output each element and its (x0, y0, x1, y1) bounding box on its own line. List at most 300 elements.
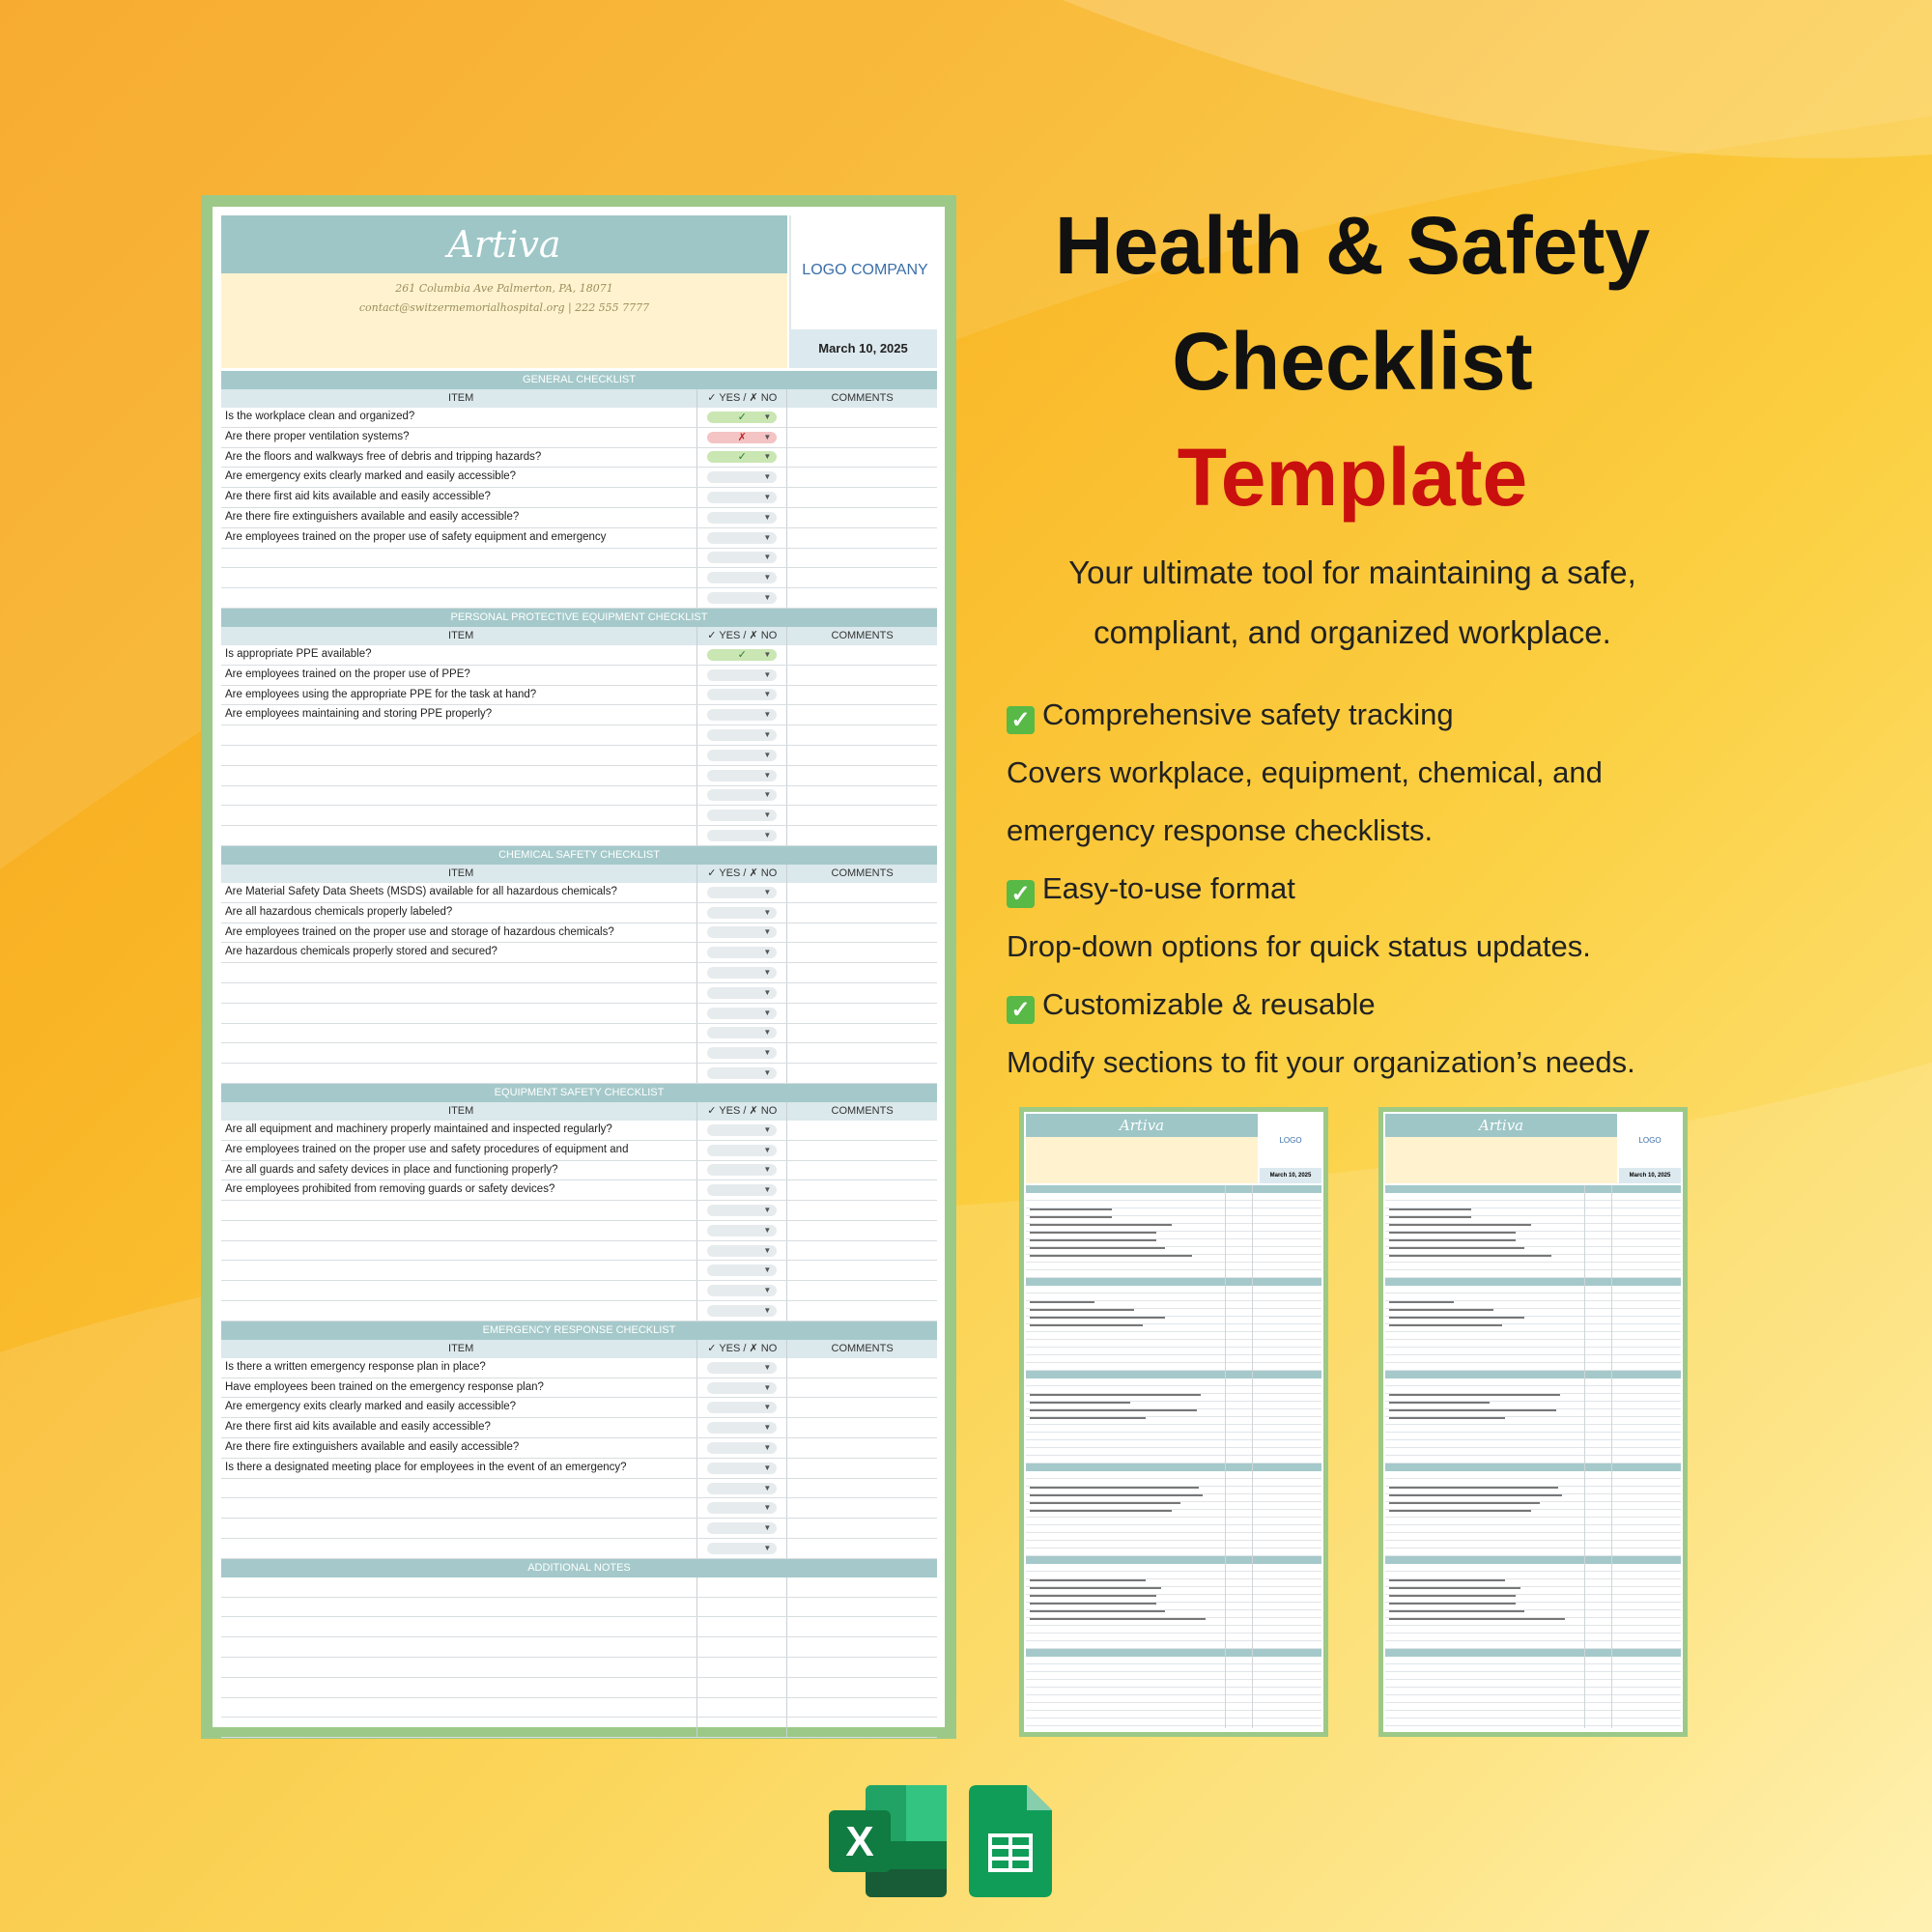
yes-no-column-header: ✓ YES / ✗ NO (697, 865, 787, 883)
comment-cell[interactable] (787, 568, 937, 587)
dropdown-arrow-icon: ▼ (763, 553, 772, 562)
status-dropdown[interactable] (707, 1245, 777, 1257)
status-cell (697, 1301, 787, 1321)
comment-cell[interactable] (787, 1418, 937, 1437)
checklist-row (221, 903, 937, 923)
thumbnail-item-line (1030, 1587, 1223, 1595)
thumbnail-brand-box (1026, 1114, 1258, 1183)
checklist-sections (221, 371, 937, 1738)
comment-cell[interactable] (787, 1378, 937, 1398)
thumbnail-item-line (1030, 1487, 1223, 1494)
status-cell (697, 645, 787, 665)
comment-cell[interactable] (787, 1438, 937, 1458)
status-cell (697, 1459, 787, 1478)
thumbnail-item-line (1389, 1386, 1582, 1394)
comment-cell[interactable] (787, 528, 937, 548)
column-header (221, 1102, 937, 1121)
status-dropdown[interactable] (707, 492, 777, 503)
dropdown-arrow-icon: ▼ (763, 690, 772, 699)
thumbnail-item-line (1030, 1247, 1223, 1255)
dropdown-arrow-icon: ▼ (763, 649, 772, 659)
status-dropdown[interactable] (707, 810, 777, 821)
notes-cell (221, 1577, 697, 1597)
feature-1-desc: Covers workplace, equipment, chemical, and (1007, 755, 1603, 789)
thumbnail-item-line (1030, 1572, 1223, 1579)
status-dropdown[interactable] (707, 1543, 777, 1554)
dropdown-arrow-icon: ▼ (763, 1068, 772, 1077)
subtitle: Your ultimate tool for maintaining a safe, compliant, and organized workplace. (1068, 554, 1636, 650)
item-cell: Are employees using the appropriate PPE for the task at hand? (221, 686, 697, 705)
thumbnail-section-bar (1385, 1556, 1681, 1564)
checklist-row (221, 666, 937, 686)
status-cell (697, 883, 787, 902)
status-cell (697, 588, 787, 608)
thumbnail-item-line (1030, 1293, 1223, 1301)
status-dropdown[interactable] (707, 512, 777, 524)
status-dropdown[interactable] (707, 1382, 777, 1394)
comment-cell[interactable] (787, 806, 937, 825)
comment-cell[interactable] (787, 1180, 937, 1200)
notes-row[interactable] (221, 1617, 937, 1637)
thumbnail-section-bar (1385, 1278, 1681, 1286)
check-icon: ✓ (1007, 996, 1035, 1024)
dropdown-arrow-icon: ▼ (763, 493, 772, 502)
status-cell (697, 1241, 787, 1261)
comment-cell[interactable] (787, 645, 937, 665)
comment-cell[interactable] (787, 1459, 937, 1478)
dropdown-arrow-icon: ▼ (763, 452, 772, 462)
comment-cell[interactable] (787, 1161, 937, 1180)
comment-cell[interactable] (787, 1121, 937, 1140)
comment-cell[interactable] (787, 1024, 937, 1043)
dropdown-arrow-icon: ▼ (763, 1362, 772, 1372)
thumbnail-item-line (1030, 1402, 1223, 1409)
title-line-3: Template (1177, 432, 1528, 523)
section-title: PERSONAL PROTECTIVE EQUIPMENT CHECKLIST (221, 609, 937, 627)
notes-row[interactable] (221, 1698, 937, 1719)
comment-cell[interactable] (787, 1241, 937, 1261)
checklist-row (221, 1261, 937, 1281)
dropdown-arrow-icon: ▼ (763, 1265, 772, 1275)
comment-cell[interactable] (787, 448, 937, 468)
contact-line: contact@switzermemorialhospital.org | 222 555 7777 (358, 301, 650, 314)
checklist-row (221, 1201, 937, 1221)
dropdown-arrow-icon: ▼ (763, 1245, 772, 1255)
comment-cell[interactable] (787, 1498, 937, 1518)
status-dropdown[interactable] (707, 1008, 777, 1019)
thumbnail-item-lines (1389, 1386, 1582, 1417)
notes-row[interactable] (221, 1577, 937, 1598)
status-dropdown[interactable] (707, 532, 777, 544)
thumbnail-item-line (1389, 1293, 1582, 1301)
status-dropdown[interactable] (707, 830, 777, 841)
item-cell (221, 1479, 697, 1498)
brand-box (221, 215, 787, 368)
checklist-row (221, 705, 937, 725)
brand-address (221, 279, 787, 318)
thumbnail-item-lines (1030, 1479, 1223, 1510)
comment-cell[interactable] (787, 1479, 937, 1498)
thumbnail-item-lines (1389, 1201, 1582, 1255)
checklist-row (221, 806, 937, 826)
dropdown-arrow-icon: ▼ (763, 987, 772, 997)
dropdown-arrow-icon: ▼ (763, 927, 772, 937)
notes-cell (697, 1658, 787, 1677)
notes-cell (787, 1698, 937, 1718)
status-dropdown[interactable] (707, 1522, 777, 1534)
comment-cell[interactable] (787, 1261, 937, 1280)
status-cell (697, 549, 787, 568)
checklist-row (221, 508, 937, 528)
notes-row[interactable] (221, 1658, 937, 1678)
column-header (221, 865, 937, 883)
status-dropdown[interactable] (707, 1264, 777, 1276)
checklist-row (221, 448, 937, 469)
item-column-header: ITEM (221, 1102, 697, 1121)
checklist-row (221, 588, 937, 609)
thumbnail-item-line (1389, 1502, 1582, 1510)
thumbnail-item-lines (1030, 1572, 1223, 1618)
status-cell (697, 963, 787, 982)
status-dropdown[interactable] (707, 1145, 777, 1156)
status-dropdown[interactable] (707, 729, 777, 741)
item-cell (221, 549, 697, 568)
brand-name: Artiva (447, 223, 561, 266)
checklist-row (221, 786, 937, 807)
comment-cell[interactable] (787, 1201, 937, 1220)
thumbnail-item-line (1389, 1603, 1582, 1610)
comments-column-header: COMMENTS (831, 1104, 894, 1117)
comment-cell[interactable] (787, 508, 937, 527)
status-cell (697, 725, 787, 745)
comment-cell[interactable] (787, 468, 937, 487)
status-dropdown[interactable] (707, 1225, 777, 1236)
comment-cell[interactable] (787, 1043, 937, 1063)
notes-cell (697, 1637, 787, 1657)
status-cell (697, 1261, 787, 1280)
status-dropdown[interactable] (707, 552, 777, 563)
status-dropdown[interactable] (707, 689, 777, 700)
status-dropdown[interactable] (707, 709, 777, 721)
section-title: EQUIPMENT SAFETY CHECKLIST (221, 1084, 937, 1102)
comment-cell[interactable] (787, 1358, 937, 1378)
checklist-row (221, 408, 937, 428)
comment-cell[interactable] (787, 1281, 937, 1300)
check-icon: ✓ (1007, 706, 1035, 734)
status-cell (697, 826, 787, 845)
comment-cell[interactable] (787, 666, 937, 685)
checklist-row (221, 1498, 937, 1519)
status-dropdown[interactable] (707, 987, 777, 999)
logo-box (789, 215, 939, 329)
thumbnail-page (1024, 1112, 1323, 1732)
date-box (789, 329, 937, 368)
feature-heading: Easy-to-use format (1042, 871, 1295, 905)
thumbnail-section-bar (1026, 1371, 1321, 1378)
item-cell: Are there proper ventilation systems? (221, 428, 697, 447)
thumbnail-item-line (1389, 1247, 1582, 1255)
item-cell: Are all guards and safety devices in place and functioning properly? (221, 1161, 697, 1180)
comment-cell[interactable] (787, 963, 937, 982)
thumbnail-logo: LOGO (1638, 1136, 1662, 1145)
status-dropdown[interactable] (707, 471, 777, 483)
dropdown-arrow-icon: ▼ (763, 1503, 772, 1513)
feature-2 (1007, 871, 1295, 908)
thumbnail-date: March 10, 2025 (1619, 1168, 1681, 1183)
status-dropdown[interactable]: ✗ ▼ (707, 432, 777, 443)
checklist-row (221, 1539, 937, 1559)
comment-cell[interactable] (787, 826, 937, 845)
status-cell (697, 1004, 787, 1023)
item-cell: Are all equipment and machinery properly maintained and inspected regularly? (221, 1121, 697, 1140)
status-cell (697, 786, 787, 806)
dropdown-arrow-icon: ▼ (763, 472, 772, 482)
status-dropdown[interactable] (707, 1164, 777, 1176)
comment-cell[interactable] (787, 705, 937, 724)
item-cell: Is there a written emergency response plan in place? (221, 1358, 697, 1378)
comment-cell[interactable] (787, 1221, 937, 1240)
item-cell (221, 806, 697, 825)
comment-cell[interactable] (787, 1539, 937, 1558)
comment-cell[interactable] (787, 943, 937, 962)
dropdown-arrow-icon: ▼ (763, 1523, 772, 1533)
item-cell: Are employees trained on the proper use of PPE? (221, 666, 697, 685)
checklist-row (221, 1121, 937, 1141)
status-dropdown[interactable] (707, 669, 777, 681)
notes-cell (787, 1678, 937, 1697)
item-cell: Are emergency exits clearly marked and easily accessible? (221, 468, 697, 487)
comment-cell[interactable] (787, 725, 937, 745)
status-dropdown[interactable] (707, 1463, 777, 1474)
status-dropdown[interactable]: ✓ ▼ (707, 412, 777, 423)
status-dropdown[interactable] (707, 1402, 777, 1413)
status-dropdown[interactable] (707, 789, 777, 801)
checklist-row (221, 1281, 937, 1301)
status-cell (697, 448, 787, 468)
status-dropdown[interactable] (707, 1067, 777, 1079)
notes-cell (697, 1577, 787, 1597)
comment-cell[interactable] (787, 923, 937, 943)
thumbnail-item-line (1030, 1224, 1223, 1232)
checklist-row (221, 766, 937, 786)
thumbnail-item-line (1030, 1595, 1223, 1603)
comment-cell[interactable] (787, 1398, 937, 1417)
status-dropdown[interactable] (707, 750, 777, 761)
status-dropdown[interactable] (707, 967, 777, 979)
google-sheets-icon (969, 1785, 1052, 1897)
thumbnail-section-bar (1026, 1185, 1321, 1193)
item-cell (221, 1498, 697, 1518)
dropdown-arrow-icon: ▼ (763, 907, 772, 917)
checklist-row (221, 645, 937, 666)
comment-cell[interactable] (787, 408, 937, 427)
checklist-row (221, 1241, 937, 1262)
status-cell (697, 468, 787, 487)
status-cell (697, 488, 787, 507)
status-dropdown[interactable] (707, 572, 777, 583)
sheet-header (221, 215, 937, 368)
status-cell (697, 1398, 787, 1417)
thumbnail-item-line (1030, 1309, 1223, 1317)
thumbnail-section-bar (1026, 1556, 1321, 1564)
checklist-row (221, 1141, 937, 1161)
dropdown-arrow-icon: ▼ (763, 790, 772, 800)
dropdown-arrow-icon: ▼ (763, 887, 772, 896)
checklist-row (221, 943, 937, 963)
item-cell (221, 963, 697, 982)
checklist-row (221, 1479, 937, 1499)
status-dropdown[interactable] (707, 1305, 777, 1317)
yes-no-column-header: ✓ YES / ✗ NO (697, 1340, 787, 1358)
thumbnail-item-line (1389, 1309, 1582, 1317)
date-text: March 10, 2025 (818, 341, 908, 355)
status-dropdown[interactable]: ✓ ▼ (707, 649, 777, 661)
status-dropdown[interactable] (707, 770, 777, 781)
comment-cell[interactable] (787, 983, 937, 1003)
status-cell (697, 923, 787, 943)
status-dropdown[interactable] (707, 1502, 777, 1514)
status-dropdown[interactable] (707, 1027, 777, 1038)
item-cell (221, 1201, 697, 1220)
checklist-row (221, 826, 937, 846)
comment-cell[interactable] (787, 903, 937, 923)
feature-3-desc: Modify sections to fit your organization’s needs. (1007, 1045, 1635, 1079)
thumbnail-section-bar (1385, 1371, 1681, 1378)
status-cell (697, 766, 787, 785)
notes-row[interactable] (221, 1678, 937, 1698)
checklist-row (221, 568, 937, 588)
item-column-header: ITEM (221, 1340, 697, 1358)
comment-cell[interactable] (787, 488, 937, 507)
status-cell (697, 1519, 787, 1538)
dropdown-arrow-icon: ▼ (763, 573, 772, 582)
comment-cell[interactable] (787, 766, 937, 785)
status-dropdown[interactable] (707, 1184, 777, 1196)
status-dropdown[interactable] (707, 1442, 777, 1454)
dropdown-arrow-icon: ▼ (763, 1463, 772, 1472)
comment-cell[interactable] (787, 1519, 937, 1538)
status-cell (697, 1378, 787, 1398)
comment-cell[interactable] (787, 786, 937, 806)
status-cell (697, 1438, 787, 1458)
feature-2-desc: Drop-down options for quick status updates. (1007, 929, 1591, 963)
status-dropdown[interactable] (707, 592, 777, 604)
comments-column-header: COMMENTS (831, 867, 894, 879)
thumbnail-item-line (1030, 1208, 1223, 1216)
comment-cell[interactable] (787, 1301, 937, 1321)
item-cell: Are employees prohibited from removing guards or safety devices? (221, 1180, 697, 1200)
comment-cell[interactable] (787, 883, 937, 902)
dropdown-arrow-icon: ▼ (763, 770, 772, 780)
notes-cell (787, 1637, 937, 1657)
checklist-row (221, 528, 937, 549)
column-header (221, 389, 937, 408)
comment-cell[interactable] (787, 549, 937, 568)
notes-row[interactable] (221, 1637, 937, 1658)
status-cell (697, 1498, 787, 1518)
check-icon: ✓ (1007, 880, 1035, 908)
checklist-row (221, 1358, 937, 1378)
comment-cell[interactable] (787, 588, 937, 608)
item-cell: Are there fire extinguishers available and easily accessible? (221, 1438, 697, 1458)
section-title: CHEMICAL SAFETY CHECKLIST (221, 846, 937, 865)
checklist-row (221, 1459, 937, 1479)
notes-row[interactable] (221, 1598, 937, 1618)
dropdown-arrow-icon: ▼ (763, 1048, 772, 1058)
comment-cell[interactable] (787, 1004, 937, 1023)
notes-row[interactable] (221, 1718, 937, 1738)
comment-cell[interactable] (787, 1064, 937, 1083)
column-header (221, 1340, 937, 1358)
item-cell: Are hazardous chemicals properly stored and secured? (221, 943, 697, 962)
thumbnail-column-line (1611, 1185, 1612, 1728)
thumbnail-item-line (1030, 1610, 1223, 1618)
feature-heading: Customizable & reusable (1042, 987, 1376, 1021)
dropdown-arrow-icon: ▼ (763, 948, 772, 957)
section-title: GENERAL CHECKLIST (221, 371, 937, 389)
item-cell (221, 568, 697, 587)
thumbnail-item-line (1389, 1402, 1582, 1409)
comment-cell[interactable] (787, 1141, 937, 1160)
yes-no-column-header: ✓ YES / ✗ NO (697, 1102, 787, 1121)
checklist-row (221, 883, 937, 903)
thumbnail-body (1385, 1185, 1681, 1728)
dropdown-arrow-icon: ▼ (763, 1008, 772, 1017)
status-cell (697, 1043, 787, 1063)
status-dropdown[interactable] (707, 1205, 777, 1216)
notes-cell (697, 1698, 787, 1718)
status-cell (697, 408, 787, 427)
status-dropdown[interactable] (707, 926, 777, 938)
item-cell (221, 1241, 697, 1261)
dropdown-arrow-icon: ▼ (763, 1286, 772, 1295)
item-cell: Is appropriate PPE available? (221, 645, 697, 665)
comment-cell[interactable] (787, 686, 937, 705)
status-dropdown[interactable] (707, 907, 777, 919)
notes-cell (221, 1718, 697, 1737)
thumbnail-item-line (1030, 1579, 1223, 1587)
item-cell (221, 1301, 697, 1321)
status-dropdown[interactable] (707, 947, 777, 958)
item-cell: Are there first aid kits available and easily accessible? (221, 1418, 697, 1437)
notes-cell (221, 1678, 697, 1697)
status-dropdown[interactable] (707, 1362, 777, 1374)
status-dropdown[interactable] (707, 1422, 777, 1434)
thumbnail-item-lines (1030, 1293, 1223, 1324)
checklist-row (221, 488, 937, 508)
checklist-row (221, 963, 937, 983)
status-dropdown[interactable] (707, 1483, 777, 1494)
status-cell (697, 1479, 787, 1498)
status-dropdown[interactable] (707, 887, 777, 898)
feature-3 (1007, 987, 1376, 1024)
thumbnail-item-line (1389, 1208, 1582, 1216)
comment-cell[interactable] (787, 746, 937, 765)
notes-cell (221, 1637, 697, 1657)
status-dropdown[interactable]: ✓ ▼ (707, 451, 777, 463)
section-title: EMERGENCY RESPONSE CHECKLIST (221, 1321, 937, 1340)
item-cell: Are employees trained on the proper use and safety procedures of equipment and (221, 1141, 697, 1160)
thumbnail-item-line (1389, 1216, 1582, 1224)
column-header (221, 627, 937, 645)
notes-cell (697, 1718, 787, 1737)
item-cell: Is there a designated meeting place for employees in the event of an emergency? (221, 1459, 697, 1478)
status-dropdown[interactable] (707, 1047, 777, 1059)
comment-cell[interactable] (787, 428, 937, 447)
item-cell: Are employees trained on the proper use and storage of hazardous chemicals? (221, 923, 697, 943)
status-dropdown[interactable] (707, 1285, 777, 1296)
status-dropdown[interactable] (707, 1124, 777, 1136)
